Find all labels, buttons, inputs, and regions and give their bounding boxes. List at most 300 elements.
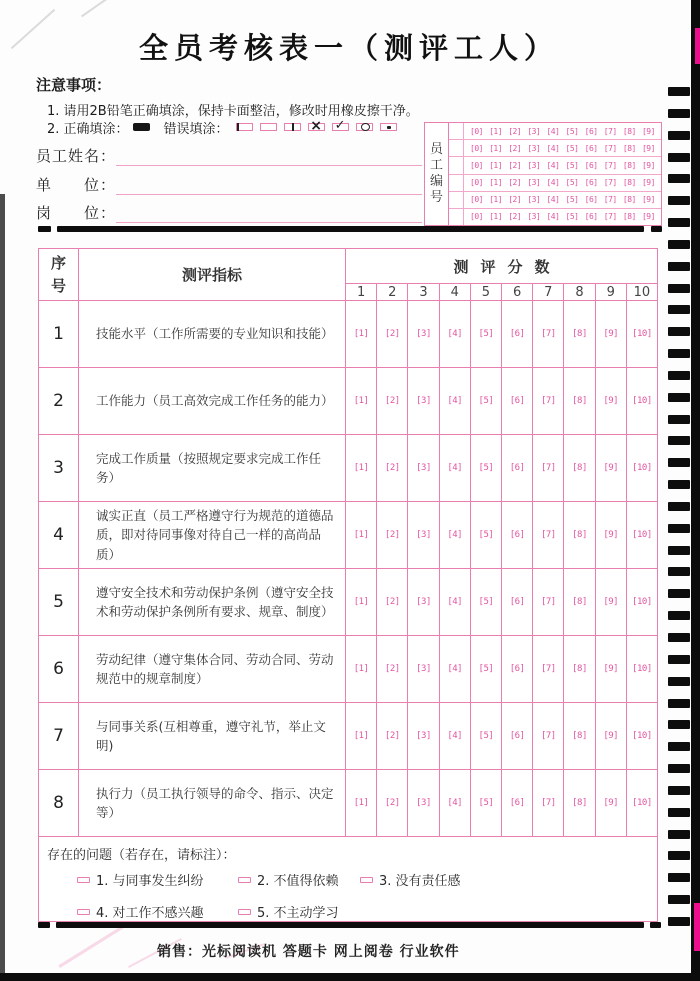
score-bubble[interactable]: [5] bbox=[478, 731, 494, 741]
position-input-line[interactable] bbox=[116, 205, 422, 223]
score-cell bbox=[376, 770, 407, 836]
digit-bubble[interactable]: [1] bbox=[489, 126, 503, 136]
score-bubble-cells bbox=[346, 636, 657, 702]
score-column-number: 9 bbox=[595, 284, 626, 300]
digit-bubble[interactable]: [2] bbox=[508, 195, 522, 205]
score-bubble-cells bbox=[346, 368, 657, 434]
score-bubble-cells bbox=[346, 435, 657, 501]
employee-id-write-cell[interactable] bbox=[449, 140, 464, 156]
note-line-2 bbox=[47, 120, 397, 137]
column-header-scores bbox=[346, 249, 657, 300]
score-cell bbox=[439, 368, 470, 434]
score-bubble[interactable]: [10] bbox=[632, 329, 652, 339]
digit-bubble[interactable]: [7] bbox=[603, 160, 617, 170]
score-bubble[interactable]: [6] bbox=[509, 597, 525, 607]
score-cell bbox=[595, 301, 626, 367]
score-cell bbox=[407, 703, 438, 769]
score-cell bbox=[501, 569, 532, 635]
score-bubble[interactable]: [10] bbox=[632, 530, 652, 540]
digit-bubble[interactable]: [3] bbox=[527, 195, 541, 205]
digit-bubble[interactable]: [8] bbox=[622, 160, 636, 170]
score-cell bbox=[346, 368, 376, 434]
footer-sales-text: 销售：光标阅读机 答题卡 网上阅卷 行业软件 bbox=[157, 944, 460, 960]
problem-item bbox=[238, 902, 360, 921]
score-cell bbox=[407, 636, 438, 702]
score-bubble[interactable]: [8] bbox=[572, 798, 587, 808]
score-bubble[interactable]: [8] bbox=[572, 463, 587, 473]
digit-bubble[interactable]: [8] bbox=[622, 143, 636, 153]
score-bubble[interactable]: [3] bbox=[416, 664, 431, 674]
employee-id-box bbox=[424, 122, 662, 226]
digit-bubble[interactable]: [3] bbox=[527, 160, 541, 170]
score-bubble[interactable]: [9] bbox=[603, 664, 619, 674]
score-bubble[interactable]: [4] bbox=[447, 731, 463, 741]
position-field bbox=[36, 203, 422, 223]
score-cell bbox=[501, 703, 532, 769]
scan-edge-bottom bbox=[0, 973, 700, 981]
employee-id-bubbles bbox=[464, 175, 661, 191]
digit-bubble[interactable]: [9] bbox=[641, 178, 655, 188]
score-bubble[interactable]: [4] bbox=[447, 798, 463, 808]
score-column-number: 5 bbox=[470, 284, 501, 300]
score-column-number: 4 bbox=[439, 284, 470, 300]
score-bubble[interactable]: [5] bbox=[478, 463, 494, 473]
score-bubble[interactable]: [4] bbox=[447, 329, 463, 339]
score-cell bbox=[501, 770, 532, 836]
score-bubble-cells bbox=[346, 703, 657, 769]
timing-mark bbox=[668, 786, 690, 795]
score-bubble[interactable]: [10] bbox=[632, 798, 652, 808]
digit-bubble[interactable]: [7] bbox=[603, 212, 617, 222]
digit-bubble[interactable]: [2] bbox=[508, 178, 522, 188]
score-column-number: 6 bbox=[501, 284, 532, 300]
timing-mark bbox=[668, 699, 690, 708]
score-bubble[interactable]: [9] bbox=[603, 329, 619, 339]
timing-mark bbox=[668, 480, 690, 489]
timing-mark bbox=[668, 720, 690, 729]
employee-id-bubble-row bbox=[449, 192, 661, 209]
digit-bubble[interactable]: [7] bbox=[603, 143, 617, 153]
digit-bubble[interactable]: [2] bbox=[508, 126, 522, 136]
problems-row-1 bbox=[43, 870, 647, 889]
score-cell bbox=[407, 301, 438, 367]
score-bubble[interactable]: [5] bbox=[478, 597, 494, 607]
digit-bubble[interactable]: [0] bbox=[470, 212, 483, 222]
problem-checkbox[interactable] bbox=[238, 909, 251, 915]
wrong-fill-example-center-bar-icon bbox=[284, 123, 301, 131]
score-bubble[interactable]: [7] bbox=[540, 664, 556, 674]
employee-id-write-cell[interactable] bbox=[449, 157, 464, 173]
wrong-fill-example-empty-icon bbox=[260, 123, 277, 131]
score-bubble[interactable]: [7] bbox=[540, 731, 556, 741]
score-cell bbox=[407, 770, 438, 836]
digit-bubble[interactable]: [4] bbox=[546, 160, 560, 170]
digit-bubble[interactable]: [9] bbox=[641, 212, 655, 222]
table-row bbox=[39, 703, 657, 770]
score-bubble[interactable]: [7] bbox=[540, 597, 556, 607]
problems-section bbox=[39, 837, 657, 921]
score-bubble[interactable]: [1] bbox=[353, 530, 369, 540]
timing-mark bbox=[668, 764, 690, 773]
score-cell bbox=[532, 301, 563, 367]
score-column-number: 8 bbox=[563, 284, 594, 300]
score-bubble[interactable]: [2] bbox=[384, 798, 400, 808]
digit-bubble[interactable]: [7] bbox=[603, 178, 617, 188]
score-bubble[interactable]: [7] bbox=[540, 463, 556, 473]
digit-bubble[interactable]: [8] bbox=[622, 212, 636, 222]
score-bubble[interactable]: [3] bbox=[416, 396, 431, 406]
table-row bbox=[39, 435, 657, 502]
score-bubble[interactable]: [4] bbox=[447, 463, 463, 473]
score-bubble[interactable]: [1] bbox=[353, 463, 369, 473]
score-bubble[interactable]: [9] bbox=[603, 597, 619, 607]
sync-mark bbox=[650, 922, 661, 928]
score-cell bbox=[346, 703, 376, 769]
digit-bubble[interactable]: [7] bbox=[603, 195, 617, 205]
score-cell bbox=[595, 770, 626, 836]
timing-mark bbox=[668, 174, 690, 183]
score-bubble[interactable]: [10] bbox=[632, 731, 652, 741]
score-cell bbox=[501, 301, 532, 367]
score-cell bbox=[470, 502, 501, 568]
score-bubble[interactable]: [4] bbox=[447, 664, 463, 674]
indicator-text: 遵守安全技术和劳动保护条例（遵守安全技术和劳动保护条例所有要求、规章、制度） bbox=[79, 569, 346, 635]
score-bubble[interactable]: [10] bbox=[632, 664, 652, 674]
score-bubble[interactable]: [4] bbox=[447, 597, 463, 607]
score-bubble[interactable]: [8] bbox=[572, 731, 587, 741]
employee-id-bubble-row bbox=[449, 175, 661, 192]
score-cell bbox=[501, 636, 532, 702]
digit-bubble[interactable]: [6] bbox=[584, 160, 598, 170]
score-cell bbox=[626, 502, 657, 568]
row-number: 3 bbox=[39, 435, 79, 501]
digit-bubble[interactable]: [6] bbox=[584, 178, 598, 188]
employee-id-bubbles bbox=[464, 209, 661, 225]
unit-label: 单 位： bbox=[36, 176, 117, 194]
score-bubble[interactable]: [5] bbox=[478, 798, 494, 808]
score-cell bbox=[501, 368, 532, 434]
score-bubble[interactable]: [1] bbox=[353, 396, 369, 406]
sync-mark bbox=[651, 226, 662, 232]
employee-name-label: 员工姓名： bbox=[36, 147, 117, 165]
score-bubble[interactable]: [3] bbox=[416, 463, 431, 473]
problem-label: 4. 对工作不感兴趣 bbox=[96, 906, 204, 921]
digit-bubble[interactable]: [4] bbox=[546, 178, 560, 188]
score-cell bbox=[626, 770, 657, 836]
problem-item bbox=[360, 870, 461, 889]
employee-id-bubble-row bbox=[449, 123, 661, 140]
score-bubble[interactable]: [2] bbox=[384, 731, 400, 741]
digit-bubble[interactable]: [1] bbox=[489, 143, 503, 153]
employee-id-write-cell[interactable] bbox=[449, 209, 464, 225]
score-bubble[interactable]: [8] bbox=[572, 597, 587, 607]
score-bubble[interactable]: [8] bbox=[572, 396, 587, 406]
digit-bubble[interactable]: [6] bbox=[584, 143, 598, 153]
digit-bubble[interactable]: [0] bbox=[470, 160, 483, 170]
indicator-text: 执行力（员工执行领导的命令、指示、决定等） bbox=[79, 770, 346, 836]
score-bubble[interactable]: [6] bbox=[509, 798, 525, 808]
problem-checkbox[interactable] bbox=[77, 877, 90, 883]
employee-id-bubbles bbox=[464, 140, 661, 156]
score-bubble[interactable]: [3] bbox=[416, 597, 431, 607]
score-cell bbox=[563, 301, 594, 367]
employee-id-write-cell[interactable] bbox=[449, 175, 464, 191]
employee-id-write-cell[interactable] bbox=[449, 192, 464, 208]
employee-id-bubble-row bbox=[449, 157, 661, 174]
digit-bubble[interactable]: [5] bbox=[565, 195, 579, 205]
employee-name-input-line[interactable] bbox=[116, 148, 422, 166]
digit-bubble[interactable]: [5] bbox=[565, 178, 579, 188]
score-cell bbox=[470, 435, 501, 501]
score-cell bbox=[470, 770, 501, 836]
digit-bubble[interactable]: [0] bbox=[470, 178, 483, 188]
unit-input-line[interactable] bbox=[116, 177, 422, 195]
timing-mark bbox=[668, 218, 690, 227]
score-bubble[interactable]: [2] bbox=[384, 664, 400, 674]
problem-label: 1. 与同事发生纠纷 bbox=[96, 874, 204, 889]
score-cell bbox=[563, 435, 594, 501]
employee-id-bubble-row bbox=[449, 140, 661, 157]
timing-mark bbox=[668, 284, 690, 293]
score-bubble[interactable]: [2] bbox=[384, 396, 400, 406]
score-cell bbox=[439, 301, 470, 367]
digit-bubble[interactable]: [4] bbox=[546, 212, 560, 222]
score-bubble[interactable]: [9] bbox=[603, 463, 619, 473]
digit-bubble[interactable]: [3] bbox=[527, 126, 541, 136]
digit-bubble[interactable]: [2] bbox=[508, 160, 522, 170]
row-number: 4 bbox=[39, 502, 79, 568]
score-bubble[interactable]: [5] bbox=[478, 530, 494, 540]
score-cell bbox=[595, 435, 626, 501]
timing-mark bbox=[668, 305, 690, 314]
digit-bubble[interactable]: [5] bbox=[565, 126, 579, 136]
score-cell bbox=[532, 435, 563, 501]
score-bubble[interactable]: [1] bbox=[353, 664, 369, 674]
score-cell bbox=[439, 569, 470, 635]
digit-bubble[interactable]: [3] bbox=[527, 212, 541, 222]
score-bubble[interactable]: [8] bbox=[572, 530, 587, 540]
timing-mark bbox=[668, 131, 690, 140]
digit-bubble[interactable]: [5] bbox=[565, 212, 579, 222]
score-bubble[interactable]: [5] bbox=[478, 664, 494, 674]
employee-id-label: 员工编号 bbox=[425, 123, 449, 225]
score-bubble[interactable]: [6] bbox=[509, 664, 525, 674]
score-cell bbox=[346, 301, 376, 367]
score-bubble[interactable]: [7] bbox=[540, 530, 556, 540]
digit-bubble[interactable]: [6] bbox=[584, 195, 598, 205]
score-bubble[interactable]: [6] bbox=[509, 731, 525, 741]
digit-bubble[interactable]: [5] bbox=[565, 143, 579, 153]
table-row bbox=[39, 569, 657, 636]
score-cell bbox=[376, 301, 407, 367]
timing-mark bbox=[668, 830, 690, 839]
score-cell bbox=[407, 368, 438, 434]
score-cell bbox=[595, 636, 626, 702]
problem-item bbox=[238, 870, 360, 889]
digit-bubble[interactable]: [4] bbox=[546, 195, 560, 205]
score-cell bbox=[626, 636, 657, 702]
score-bubble[interactable]: [10] bbox=[632, 597, 652, 607]
row-number: 1 bbox=[39, 301, 79, 367]
score-bubble[interactable]: [9] bbox=[603, 798, 619, 808]
score-bubble[interactable]: [3] bbox=[416, 329, 431, 339]
score-bubble-cells bbox=[346, 770, 657, 836]
score-column-number: 1 bbox=[356, 284, 366, 300]
timing-mark bbox=[668, 458, 690, 467]
score-cell bbox=[407, 502, 438, 568]
score-bubble[interactable]: [6] bbox=[509, 463, 525, 473]
score-cell bbox=[626, 435, 657, 501]
digit-bubble[interactable]: [9] bbox=[641, 143, 655, 153]
digit-bubble[interactable]: [4] bbox=[546, 143, 560, 153]
score-bubble-cells bbox=[346, 301, 657, 367]
digit-bubble[interactable]: [9] bbox=[641, 160, 655, 170]
column-header-indicator: 测评指标 bbox=[79, 249, 346, 300]
digit-bubble[interactable]: [3] bbox=[527, 178, 541, 188]
score-bubble[interactable]: [6] bbox=[509, 329, 525, 339]
score-bubble[interactable]: [3] bbox=[416, 530, 431, 540]
timing-mark bbox=[668, 567, 690, 576]
score-bubble[interactable]: [6] bbox=[509, 530, 525, 540]
score-cell bbox=[532, 502, 563, 568]
score-cell bbox=[532, 569, 563, 635]
timing-mark bbox=[668, 742, 690, 751]
sync-mark bbox=[38, 226, 51, 232]
score-cell bbox=[439, 502, 470, 568]
employee-id-write-cell[interactable] bbox=[449, 123, 464, 139]
indicator-text: 与同事关系(互相尊重，遵守礼节，举止文明) bbox=[79, 703, 346, 769]
digit-bubble[interactable]: [8] bbox=[622, 178, 636, 188]
separator-bar-top bbox=[57, 226, 644, 232]
score-bubble[interactable]: [1] bbox=[353, 329, 369, 339]
digit-bubble[interactable]: [2] bbox=[508, 143, 522, 153]
score-bubble[interactable]: [4] bbox=[447, 396, 463, 406]
problem-checkbox[interactable] bbox=[238, 877, 251, 883]
score-cell bbox=[470, 703, 501, 769]
digit-bubble[interactable]: [9] bbox=[641, 195, 655, 205]
timing-mark bbox=[668, 502, 690, 511]
digit-bubble[interactable]: [9] bbox=[641, 126, 655, 136]
score-bubble[interactable]: [1] bbox=[353, 798, 369, 808]
table-header bbox=[39, 249, 657, 301]
digit-bubble[interactable]: [8] bbox=[622, 195, 636, 205]
digit-bubble[interactable]: [0] bbox=[470, 143, 483, 153]
problem-checkbox[interactable] bbox=[360, 877, 373, 883]
problem-label: 3. 没有责任感 bbox=[379, 874, 461, 889]
employee-id-grid bbox=[449, 123, 661, 225]
digit-bubble[interactable]: [8] bbox=[622, 126, 636, 136]
score-bubble[interactable]: [1] bbox=[353, 731, 369, 741]
digit-bubble[interactable]: [5] bbox=[565, 160, 579, 170]
score-bubble[interactable]: [2] bbox=[384, 329, 400, 339]
score-bubble[interactable]: [5] bbox=[478, 396, 494, 406]
score-cell bbox=[376, 435, 407, 501]
score-bubble[interactable]: [9] bbox=[603, 530, 619, 540]
score-bubble[interactable]: [2] bbox=[384, 530, 400, 540]
score-bubble[interactable]: [10] bbox=[632, 463, 652, 473]
score-cell bbox=[407, 569, 438, 635]
score-bubble[interactable]: [6] bbox=[509, 396, 525, 406]
table-body bbox=[39, 301, 657, 837]
timing-mark bbox=[668, 524, 690, 533]
digit-bubble[interactable]: [3] bbox=[527, 143, 541, 153]
digit-bubble[interactable]: [2] bbox=[508, 212, 522, 222]
problem-checkbox[interactable] bbox=[77, 909, 90, 915]
score-bubble[interactable]: [9] bbox=[603, 731, 619, 741]
score-bubble[interactable]: [9] bbox=[603, 396, 619, 406]
score-bubble[interactable]: [7] bbox=[540, 329, 556, 339]
score-column-number: 2 bbox=[376, 284, 407, 300]
score-bubble[interactable]: [5] bbox=[478, 329, 494, 339]
score-bubble[interactable]: [10] bbox=[632, 396, 652, 406]
score-column-number: 10 bbox=[626, 284, 657, 300]
scan-edge-left bbox=[0, 194, 5, 981]
indicator-text: 诚实正直（员工严格遵守行为规范的道德品质，即对待同事像对待自己一样的高尚品质） bbox=[79, 502, 346, 568]
digit-bubble[interactable]: [1] bbox=[489, 160, 503, 170]
digit-bubble[interactable]: [1] bbox=[489, 178, 503, 188]
wrong-fill-example-cross-icon bbox=[308, 123, 325, 131]
timing-mark bbox=[668, 873, 690, 882]
wrong-fill-examples bbox=[229, 120, 397, 135]
score-bubble[interactable]: [4] bbox=[447, 530, 463, 540]
digit-bubble[interactable]: [6] bbox=[584, 212, 598, 222]
digit-bubble[interactable]: [4] bbox=[546, 126, 560, 136]
score-cell bbox=[563, 703, 594, 769]
evaluation-table bbox=[38, 248, 658, 922]
score-cell bbox=[626, 703, 657, 769]
score-bubble[interactable]: [7] bbox=[540, 396, 556, 406]
score-cell bbox=[532, 368, 563, 434]
digit-bubble[interactable]: [6] bbox=[584, 126, 598, 136]
score-bubble[interactable]: [3] bbox=[416, 731, 431, 741]
table-row bbox=[39, 301, 657, 368]
score-bubble[interactable]: [2] bbox=[384, 597, 400, 607]
wrong-fill-example-dot-icon bbox=[380, 123, 397, 131]
digit-bubble[interactable]: [7] bbox=[603, 126, 617, 136]
score-bubble[interactable]: [8] bbox=[572, 329, 587, 339]
score-bubble[interactable]: [1] bbox=[353, 597, 369, 607]
score-cell bbox=[532, 703, 563, 769]
digit-bubble[interactable]: [1] bbox=[489, 212, 503, 222]
row-number: 7 bbox=[39, 703, 79, 769]
digit-bubble[interactable]: [0] bbox=[470, 126, 483, 136]
correct-fill-mark-icon bbox=[133, 123, 150, 131]
timing-mark bbox=[668, 917, 690, 926]
employee-id-bubbles bbox=[464, 123, 661, 139]
score-cell bbox=[407, 435, 438, 501]
score-cell bbox=[470, 636, 501, 702]
score-cell bbox=[532, 770, 563, 836]
digit-bubble[interactable]: [1] bbox=[489, 195, 503, 205]
score-bubble[interactable]: [2] bbox=[384, 463, 400, 473]
timing-mark bbox=[668, 633, 690, 642]
score-cell bbox=[595, 368, 626, 434]
unit-field bbox=[36, 175, 422, 195]
digit-bubble[interactable]: [0] bbox=[470, 195, 483, 205]
table-row bbox=[39, 502, 657, 569]
score-cell bbox=[439, 770, 470, 836]
score-cell bbox=[626, 301, 657, 367]
score-bubble[interactable]: [7] bbox=[540, 798, 556, 808]
score-bubble[interactable]: [8] bbox=[572, 664, 587, 674]
score-cell bbox=[439, 703, 470, 769]
score-cell bbox=[595, 703, 626, 769]
score-cell bbox=[346, 435, 376, 501]
score-cell bbox=[470, 569, 501, 635]
row-number: 5 bbox=[39, 569, 79, 635]
score-bubble[interactable]: [3] bbox=[416, 798, 431, 808]
problem-item bbox=[77, 902, 238, 921]
